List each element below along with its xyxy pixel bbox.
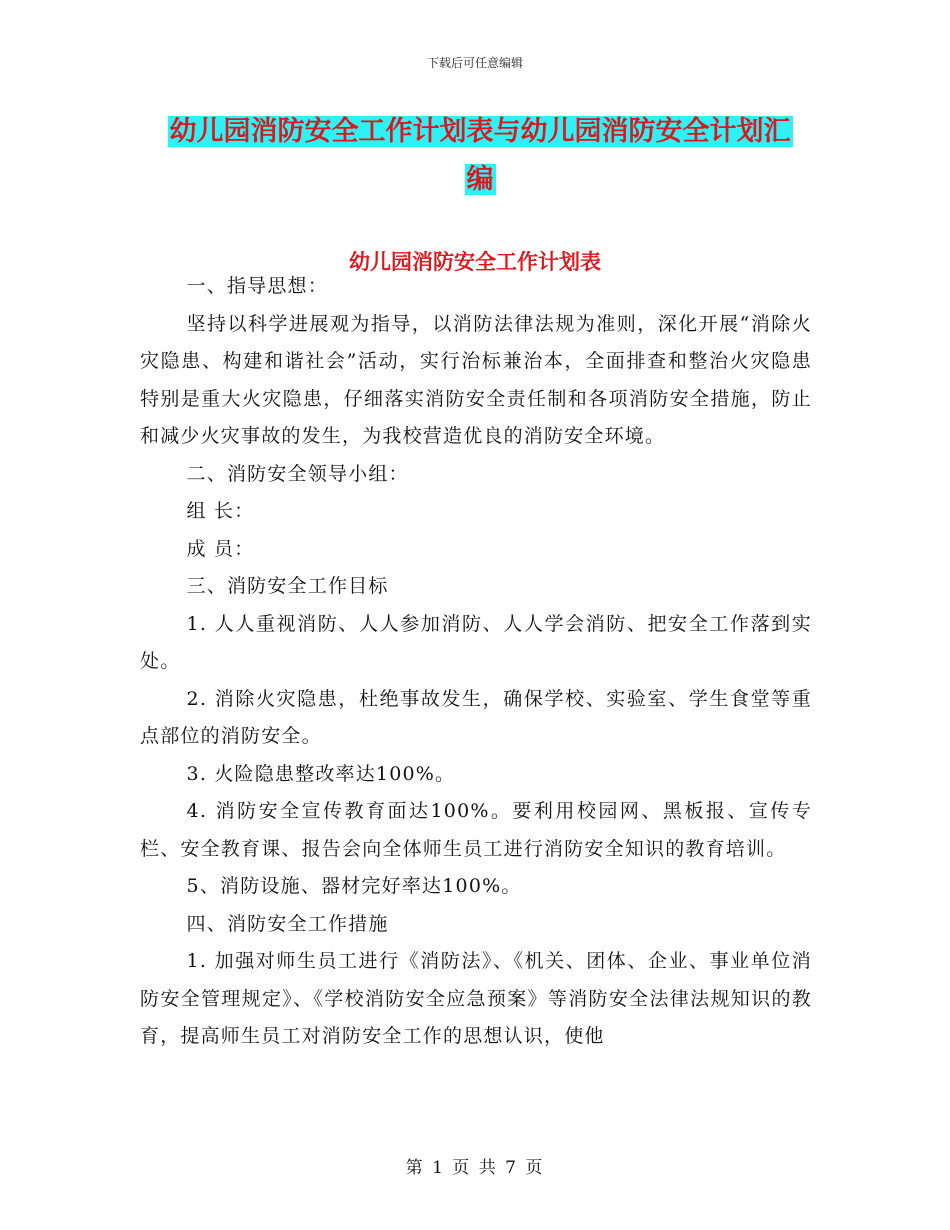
goal-item-5: 5、消防设施、器材完好率达100%。: [186, 875, 522, 897]
page-header-note: 下载后可任意编辑: [426, 56, 523, 70]
paragraph-guiding-thought: 坚持以科学进展观为指导，以消防法律法规为准则，深化开展“消除火灾隐患、构建和谐社会”活动，实行治标兼治本，全面排查和整治火灾隐患特别是重大火灾隐患，仔细落实消防安全责任制和各项消防安全措施，防止和减少火灾事故的发生，为我校营造优良的消防安全环境。: [140, 312, 812, 447]
goal-item-2: 2. 消除火灾隐患，杜绝事故发生，确保学校、实验室、学生食堂等重点部位的消防安全。: [140, 687, 812, 747]
goal-item-3: 3. 火险隐患整改率达100%。: [186, 762, 456, 785]
document-title-line-2: 编: [466, 164, 494, 195]
section-title: 幼儿园消防安全工作计划表: [349, 250, 601, 274]
document-title: [140, 108, 820, 204]
members-line: 成 员：: [186, 537, 255, 560]
page-footer: 第 1 页 共 7 页: [405, 1158, 545, 1178]
goal-item-1: 1. 人人重视消防、人人参加消防、人人学会消防、把安全工作落到实处。: [140, 612, 812, 672]
heading-safety-goals: 三、消防安全工作目标: [186, 575, 389, 597]
heading-leadership-group: 二、消防安全领导小组：: [186, 462, 409, 485]
goal-item-4: 4. 消防安全宣传教育面达100%。要利用校园网、黑板报、宣传专栏、安全教育课、报告会向全体师生员工进行消防安全知识的教育培训。: [140, 800, 812, 860]
heading-safety-measures: 四、消防安全工作措施: [186, 912, 389, 935]
document-title-line-1: 幼儿园消防安全工作计划表与幼儿园消防安全计划汇: [169, 116, 791, 147]
measure-item-1: 1. 加强对师生员工进行《消防法》、《机关、团体、企业、事业单位消防安全管理规定》、《学校消防安全应急预案》等消防安全法律法规知识的教育，提高师生员工对消防安全工作的思想认识，使他: [140, 950, 812, 1047]
heading-guiding-thought: 一、指导思想：: [186, 275, 328, 297]
document-body: [140, 268, 812, 1056]
leader-line: 组 长：: [186, 500, 255, 522]
